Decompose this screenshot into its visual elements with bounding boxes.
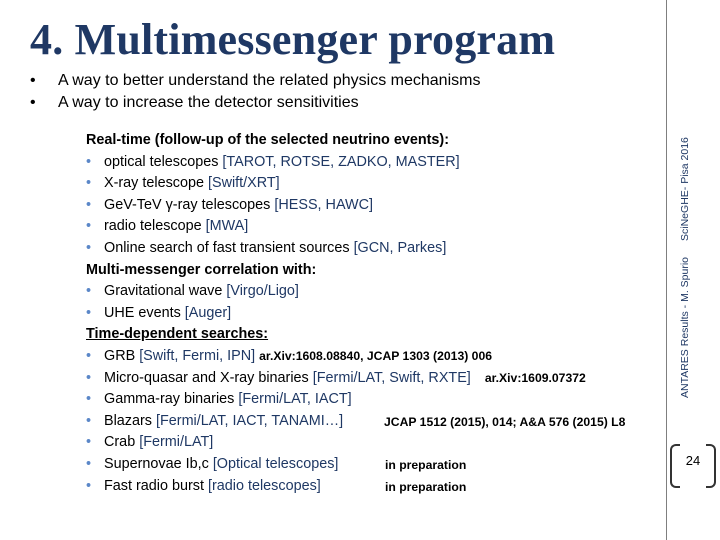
bullet-icon: •	[86, 434, 92, 451]
bullet-icon: •	[86, 218, 92, 235]
section-heading: Real-time (follow-up of the selected neutrino events):	[86, 132, 449, 148]
reference-citation: in preparation	[385, 457, 467, 472]
page-number-badge	[670, 444, 716, 486]
list-item	[86, 368, 666, 390]
list-item	[86, 238, 666, 260]
instrument-list: [Virgo/Ligo]	[226, 283, 299, 300]
instrument-list: [Auger]	[184, 304, 232, 321]
bullet-icon: •	[86, 477, 92, 494]
reference-citation: in preparation	[385, 479, 467, 494]
instrument-list: [Fermi/LAT, IACT]	[238, 391, 352, 408]
intro-text: A way to increase the detector sensitivities	[58, 94, 359, 111]
item-text: Online search of fast transient sources	[104, 239, 354, 256]
instrument-list: [Fermi/LAT, Swift, RXTE]	[312, 369, 471, 386]
bullet-icon: •	[86, 239, 92, 256]
bullet-icon: •	[86, 175, 92, 192]
list-item	[86, 281, 666, 303]
bullet-icon: •	[86, 153, 92, 170]
list-item	[86, 195, 666, 217]
bullet-icon: •	[86, 347, 92, 364]
item-text: X-ray telescope	[104, 175, 208, 192]
reference-citation: ar.Xiv:1608.08840, JCAP 1303 (2013) 006	[259, 348, 492, 363]
sidebar-footer	[679, 121, 691, 398]
list-item	[86, 173, 666, 195]
bullet-icon: •	[86, 369, 92, 386]
intro-item	[30, 70, 480, 92]
item-text: GeV-TeV γ-ray telescopes	[104, 196, 275, 213]
list-item	[86, 454, 666, 476]
item-text: Crab	[104, 434, 140, 451]
item-text: Supernovae Ib,c	[104, 455, 213, 472]
item-text: Micro-quasar and X-ray binaries	[104, 369, 313, 386]
list-item	[86, 411, 666, 433]
instrument-list: [MWA]	[205, 218, 249, 235]
sidebar-divider	[666, 0, 667, 540]
item-text: UHE events	[104, 304, 185, 321]
instrument-list: [radio telescopes]	[207, 477, 321, 494]
instrument-list: [Swift, Fermi, IPN]	[139, 347, 256, 364]
bullet-icon: •	[30, 72, 36, 89]
instrument-list: [Swift/XRT]	[207, 175, 280, 192]
bullet-icon: •	[86, 412, 92, 429]
bullet-icon: •	[86, 283, 92, 300]
reference-citation: ar.Xiv:1609.07372	[484, 370, 586, 385]
item-text: Blazars	[104, 412, 156, 429]
intro-item	[30, 92, 480, 114]
bullet-icon: •	[30, 94, 36, 111]
searches-list	[86, 130, 666, 497]
slide-title: 4. Multimessenger program	[30, 15, 556, 64]
instrument-list: [Fermi/LAT]	[139, 434, 214, 451]
item-text: optical telescopes	[104, 153, 223, 170]
bracket-right-icon	[706, 444, 716, 488]
item-text: Gamma-ray binaries	[104, 391, 239, 408]
list-item	[86, 476, 666, 498]
item-text: GRB	[104, 347, 140, 364]
bullet-icon: •	[86, 455, 92, 472]
list-item	[86, 389, 666, 411]
instrument-list: [HESS, HAWC]	[274, 196, 373, 213]
instrument-list: [Optical telescopes]	[212, 455, 339, 472]
list-item	[86, 346, 666, 368]
bullet-icon: •	[86, 304, 92, 321]
section-heading: Time-dependent searches:	[86, 326, 269, 343]
intro-text: A way to better understand the related physics mechanisms	[58, 72, 481, 89]
event-name: SciNeGHE- Pisa 2016	[679, 137, 691, 241]
instrument-list: [GCN, Parkes]	[353, 239, 447, 256]
list-item	[86, 216, 666, 238]
intro-list	[30, 70, 480, 114]
bullet-icon: •	[86, 391, 92, 408]
instrument-list: [TAROT, ROTSE, ZADKO, MASTER]	[222, 153, 460, 170]
section-heading: Multi-messenger correlation with:	[86, 261, 317, 278]
author-credit: ANTARES Results - M. Spurio	[679, 256, 691, 398]
item-text: Fast radio burst	[104, 477, 208, 494]
list-item	[86, 152, 666, 174]
item-text: radio telescope	[104, 218, 206, 235]
instrument-list: [Fermi/LAT, IACT, TANAMI…]	[155, 412, 344, 429]
item-text: Gravitational wave	[104, 283, 227, 300]
list-item	[86, 303, 666, 325]
page-number: 24	[685, 453, 701, 468]
bullet-icon: •	[86, 196, 92, 213]
list-item	[86, 432, 666, 454]
reference-citation: JCAP 1512 (2015), 014; A&A 576 (2015) L8	[384, 414, 626, 429]
